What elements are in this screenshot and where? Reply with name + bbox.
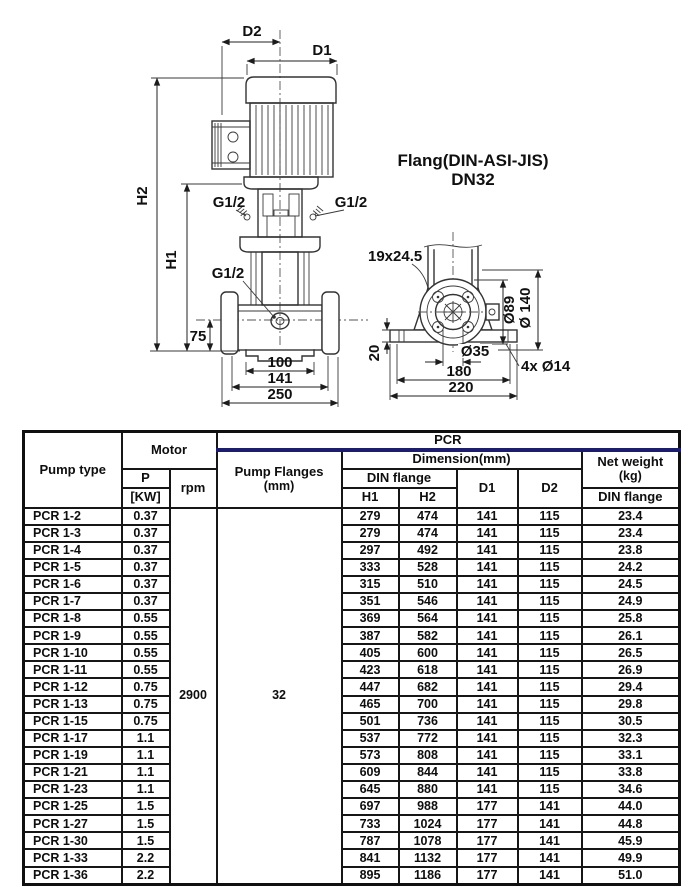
d1-cell: 177 — [457, 849, 518, 866]
flange-title: Flang(DIN-ASI-JIS) — [397, 151, 549, 170]
d1-cell: 141 — [457, 661, 518, 678]
net-weight-cell: 26.5 — [582, 644, 680, 661]
h2-cell: 474 — [399, 508, 457, 525]
power-kw-cell: 0.75 — [122, 696, 170, 713]
h1-cell: 895 — [342, 867, 399, 885]
shaft-tab — [274, 210, 288, 216]
d1-cell: 141 — [457, 781, 518, 798]
pump-flanges-cell: 32 — [217, 508, 342, 885]
h1-cell: 279 — [342, 525, 399, 542]
table-body — [24, 508, 680, 885]
header-pump-type: Pump type — [24, 432, 122, 508]
g12-right-leader — [315, 210, 344, 216]
h2-cell: 1132 — [399, 849, 457, 866]
table-row — [24, 815, 680, 832]
power-kw-cell: 2.2 — [122, 849, 170, 866]
net-weight-cell: 30.5 — [582, 713, 680, 730]
d1-cell: 141 — [457, 610, 518, 627]
d2-cell: 115 — [518, 764, 582, 781]
flange-subtitle: DN32 — [451, 170, 495, 189]
d2-cell: 115 — [518, 644, 582, 661]
pump-side-view — [134, 23, 368, 407]
header-p-unit: [KW] — [122, 488, 170, 508]
h1-cell: 697 — [342, 798, 399, 815]
g12-drain-label: G1/2 — [211, 265, 245, 282]
d2-cell: 115 — [518, 593, 582, 610]
header-din-flange: DIN flange — [342, 469, 457, 488]
h2-cell: 880 — [399, 781, 457, 798]
net-weight-cell: 33.8 — [582, 764, 680, 781]
d1-cell: 141 — [457, 678, 518, 695]
pump-type-cell: PCR 1-33 — [24, 849, 122, 866]
pump-type-cell: PCR 1-21 — [24, 764, 122, 781]
h2-cell: 1078 — [399, 832, 457, 849]
d2-cell: 115 — [518, 508, 582, 525]
d1-cell: 141 — [457, 593, 518, 610]
header-pump-flanges-line1: Pump Flanges — [234, 463, 324, 479]
net-weight-cell: 29.8 — [582, 696, 680, 713]
table-row — [24, 644, 680, 661]
h1-cell: 573 — [342, 747, 399, 764]
net-weight-cell: 23.8 — [582, 542, 680, 559]
h1-cell: 351 — [342, 593, 399, 610]
table-row — [24, 781, 680, 798]
suction-flange — [221, 292, 238, 354]
h2-cell: 736 — [399, 713, 457, 730]
dim-141-label: 141 — [267, 370, 293, 387]
net-weight-cell: 44.0 — [582, 798, 680, 815]
h1-cell: 297 — [342, 542, 399, 559]
h2-cell: 1186 — [399, 867, 457, 885]
pump-type-cell: PCR 1-25 — [24, 798, 122, 815]
d2-cell: 115 — [518, 696, 582, 713]
table-row — [24, 832, 680, 849]
h1-cell: 841 — [342, 849, 399, 866]
pump-type-cell: PCR 1-3 — [24, 525, 122, 542]
header-net-weight-line1: Net weight — [597, 453, 664, 469]
discharge-flange — [322, 292, 339, 354]
side-lug — [486, 304, 499, 320]
pump-type-cell: PCR 1-7 — [24, 593, 122, 610]
h2-cell: 772 — [399, 730, 457, 747]
header-rpm: rpm — [170, 469, 217, 508]
net-weight-cell: 29.4 — [582, 678, 680, 695]
h1-cell: 645 — [342, 781, 399, 798]
net-weight-cell: 26.9 — [582, 661, 680, 678]
d2-cell: 141 — [518, 815, 582, 832]
dim20-extensions — [382, 330, 390, 342]
dim220-label: 220 — [448, 379, 474, 396]
h2-cell: 528 — [399, 559, 457, 576]
table-row — [24, 764, 680, 781]
d2-cell: 115 — [518, 730, 582, 747]
h2-label: H2 — [134, 186, 151, 206]
power-kw-cell: 0.37 — [122, 559, 170, 576]
pump-type-cell: PCR 1-2 — [24, 508, 122, 525]
power-kw-cell: 0.75 — [122, 678, 170, 695]
dim180-label: 180 — [446, 363, 472, 380]
power-kw-cell: 0.37 — [122, 576, 170, 593]
h1-label: H1 — [163, 250, 180, 270]
power-kw-cell: 1.5 — [122, 815, 170, 832]
power-kw-cell: 0.55 — [122, 627, 170, 644]
table-row — [24, 713, 680, 730]
header-dimension: Dimension(mm) — [342, 450, 582, 469]
table-row — [24, 576, 680, 593]
h1-cell: 387 — [342, 627, 399, 644]
d1-cell: 141 — [457, 696, 518, 713]
lantern-window-left — [263, 194, 273, 216]
power-kw-cell: 0.37 — [122, 542, 170, 559]
power-kw-cell: 0.55 — [122, 661, 170, 678]
power-kw-cell: 0.75 — [122, 713, 170, 730]
d1-cell: 141 — [457, 730, 518, 747]
header-d1: D1 — [457, 469, 518, 508]
h2-cell: 474 — [399, 525, 457, 542]
header-net-weight-unit: (kg) — [618, 469, 642, 484]
net-weight-cell: 34.6 — [582, 781, 680, 798]
h2-cell: 808 — [399, 747, 457, 764]
pump-type-cell: PCR 1-15 — [24, 713, 122, 730]
net-weight-cell: 23.4 — [582, 508, 680, 525]
d1-cell: 141 — [457, 747, 518, 764]
h1-cell: 609 — [342, 764, 399, 781]
h1-cell: 465 — [342, 696, 399, 713]
d2-cell: 115 — [518, 576, 582, 593]
d2-cell: 115 — [518, 525, 582, 542]
flange-view — [366, 151, 571, 400]
h2-cell: 988 — [399, 798, 457, 815]
d2-cell: 115 — [518, 713, 582, 730]
d1-extensions — [247, 64, 337, 75]
table-header — [24, 432, 680, 508]
d2-cell: 141 — [518, 798, 582, 815]
d1-cell: 141 — [457, 644, 518, 661]
d1-cell: 141 — [457, 627, 518, 644]
net-weight-cell: 25.8 — [582, 610, 680, 627]
power-kw-cell: 1.1 — [122, 764, 170, 781]
net-weight-cell: 24.5 — [582, 576, 680, 593]
d1-cell: 141 — [457, 576, 518, 593]
d2-cell: 115 — [518, 747, 582, 764]
power-kw-cell: 1.1 — [122, 730, 170, 747]
d2-cell: 141 — [518, 849, 582, 866]
table-row — [24, 525, 680, 542]
header-h1: H1 — [342, 488, 399, 508]
h2-cell: 1024 — [399, 815, 457, 832]
power-kw-cell: 1.1 — [122, 747, 170, 764]
header-net-weight-sub: DIN flange — [582, 488, 680, 508]
d2-cell: 115 — [518, 661, 582, 678]
pump-type-cell: PCR 1-13 — [24, 696, 122, 713]
header-d2: D2 — [518, 469, 582, 508]
terminal-box-detail — [212, 123, 250, 167]
terminal-bolt-top — [228, 132, 238, 142]
d1-cell: 177 — [457, 867, 518, 885]
power-kw-cell: 0.37 — [122, 593, 170, 610]
coupling-guard — [267, 216, 295, 237]
table-row — [24, 542, 680, 559]
table-row — [24, 849, 680, 866]
vent-plug-right — [308, 206, 323, 222]
net-weight-cell: 51.0 — [582, 867, 680, 885]
net-weight-cell: 44.8 — [582, 815, 680, 832]
h1-cell: 405 — [342, 644, 399, 661]
table-row — [24, 867, 680, 885]
table-row — [24, 661, 680, 678]
header-pump-flanges — [217, 450, 342, 508]
pump-type-cell: PCR 1-17 — [24, 730, 122, 747]
lantern-window-right — [289, 194, 299, 216]
power-kw-cell: 1.5 — [122, 798, 170, 815]
header-pump-flanges-unit: (mm) — [263, 479, 295, 494]
pump-type-cell: PCR 1-4 — [24, 542, 122, 559]
dia140-label: Ø 140 — [517, 287, 534, 329]
d2-cell: 115 — [518, 627, 582, 644]
rpm-cell: 2900 — [170, 508, 217, 885]
d1-cell: 141 — [457, 525, 518, 542]
h1-cell: 369 — [342, 610, 399, 627]
d1-cell: 177 — [457, 798, 518, 815]
pump-type-cell: PCR 1-6 — [24, 576, 122, 593]
d1-cell: 177 — [457, 832, 518, 849]
net-weight-cell: 33.1 — [582, 747, 680, 764]
h1-cell: 501 — [342, 713, 399, 730]
header-p: P — [122, 469, 170, 488]
h1-cell: 333 — [342, 559, 399, 576]
power-kw-cell: 0.55 — [122, 644, 170, 661]
table-row — [24, 730, 680, 747]
slot-label: 19x24.5 — [368, 248, 423, 265]
h2-cell: 618 — [399, 661, 457, 678]
d1-cell: 141 — [457, 542, 518, 559]
pump-type-cell: PCR 1-27 — [24, 815, 122, 832]
h2-cell: 600 — [399, 644, 457, 661]
slot-leader — [412, 264, 428, 288]
net-weight-cell: 26.1 — [582, 627, 680, 644]
h2-cell: 700 — [399, 696, 457, 713]
net-weight-cell: 24.2 — [582, 559, 680, 576]
net-weight-cell: 45.9 — [582, 832, 680, 849]
dim-75-label: 75 — [189, 328, 207, 345]
dim-250-label: 250 — [267, 386, 293, 403]
pump-type-cell: PCR 1-10 — [24, 644, 122, 661]
table-row — [24, 610, 680, 627]
net-weight-cell: 32.3 — [582, 730, 680, 747]
bolt-holes-label: 4x Ø14 — [521, 358, 571, 375]
pump-type-cell: PCR 1-12 — [24, 678, 122, 695]
table-row — [24, 508, 680, 525]
h1-cell: 733 — [342, 815, 399, 832]
terminal-bolt-bottom — [228, 152, 238, 162]
pump-type-cell: PCR 1-23 — [24, 781, 122, 798]
table-row — [24, 593, 680, 610]
pump-spec-table — [22, 430, 681, 886]
power-kw-cell: 1.5 — [122, 832, 170, 849]
pump-type-cell: PCR 1-5 — [24, 559, 122, 576]
power-kw-cell: 0.55 — [122, 610, 170, 627]
d2-cell: 115 — [518, 781, 582, 798]
d1-cell: 177 — [457, 815, 518, 832]
pump-type-cell: PCR 1-19 — [24, 747, 122, 764]
net-weight-cell: 24.9 — [582, 593, 680, 610]
power-kw-cell: 2.2 — [122, 867, 170, 885]
d1-cell: 141 — [457, 559, 518, 576]
dia35-label: Ø35 — [460, 343, 490, 360]
dim20-label: 20 — [366, 344, 383, 362]
table-row — [24, 798, 680, 815]
h1-cell: 537 — [342, 730, 399, 747]
g12-right-label: G1/2 — [334, 194, 368, 211]
d2-cell: 141 — [518, 867, 582, 885]
g12-drain-leader-dot — [272, 315, 276, 319]
g12-left-label: G1/2 — [212, 194, 246, 211]
header-motor: Motor — [122, 432, 217, 469]
power-kw-cell: 0.37 — [122, 525, 170, 542]
g12-drain-leader — [243, 281, 274, 317]
d2-cell: 115 — [518, 559, 582, 576]
h1-cell: 279 — [342, 508, 399, 525]
pump-type-cell: PCR 1-11 — [24, 661, 122, 678]
pump-type-cell: PCR 1-9 — [24, 627, 122, 644]
d2-cell: 115 — [518, 610, 582, 627]
header-h2: H2 — [399, 488, 457, 508]
d1-label: D1 — [312, 42, 332, 59]
h2-cell: 582 — [399, 627, 457, 644]
d2-cell: 115 — [518, 542, 582, 559]
d1-cell: 141 — [457, 713, 518, 730]
technical-drawing — [0, 0, 700, 428]
pump-type-cell: PCR 1-36 — [24, 867, 122, 885]
h2-cell: 546 — [399, 593, 457, 610]
h2-cell: 492 — [399, 542, 457, 559]
table-row — [24, 627, 680, 644]
power-kw-cell: 0.37 — [122, 508, 170, 525]
power-kw-cell: 1.1 — [122, 781, 170, 798]
h1-cell: 423 — [342, 661, 399, 678]
h2-cell: 682 — [399, 678, 457, 695]
table-row — [24, 678, 680, 695]
header-pcr: PCR — [217, 432, 680, 450]
table-row — [24, 559, 680, 576]
motor-cap — [246, 77, 336, 103]
d2-label: D2 — [242, 23, 262, 40]
pump-type-cell: PCR 1-30 — [24, 832, 122, 849]
net-weight-cell: 23.4 — [582, 525, 680, 542]
motor-flange — [244, 177, 318, 189]
table-row — [24, 747, 680, 764]
d1-cell: 141 — [457, 508, 518, 525]
d2-cell: 141 — [518, 832, 582, 849]
dia89-label: Ø89 — [501, 295, 518, 325]
d1-cell: 141 — [457, 764, 518, 781]
h1-cell: 315 — [342, 576, 399, 593]
h2-cell: 844 — [399, 764, 457, 781]
d2-cell: 115 — [518, 678, 582, 695]
h2-cell: 510 — [399, 576, 457, 593]
h2-cell: 564 — [399, 610, 457, 627]
motor-fins — [256, 105, 328, 175]
table-row — [24, 696, 680, 713]
pump-type-cell: PCR 1-8 — [24, 610, 122, 627]
net-weight-cell: 49.9 — [582, 849, 680, 866]
dim-100-label: 100 — [267, 354, 293, 371]
h1-cell: 787 — [342, 832, 399, 849]
header-net-weight — [582, 450, 680, 488]
h1-cell: 447 — [342, 678, 399, 695]
